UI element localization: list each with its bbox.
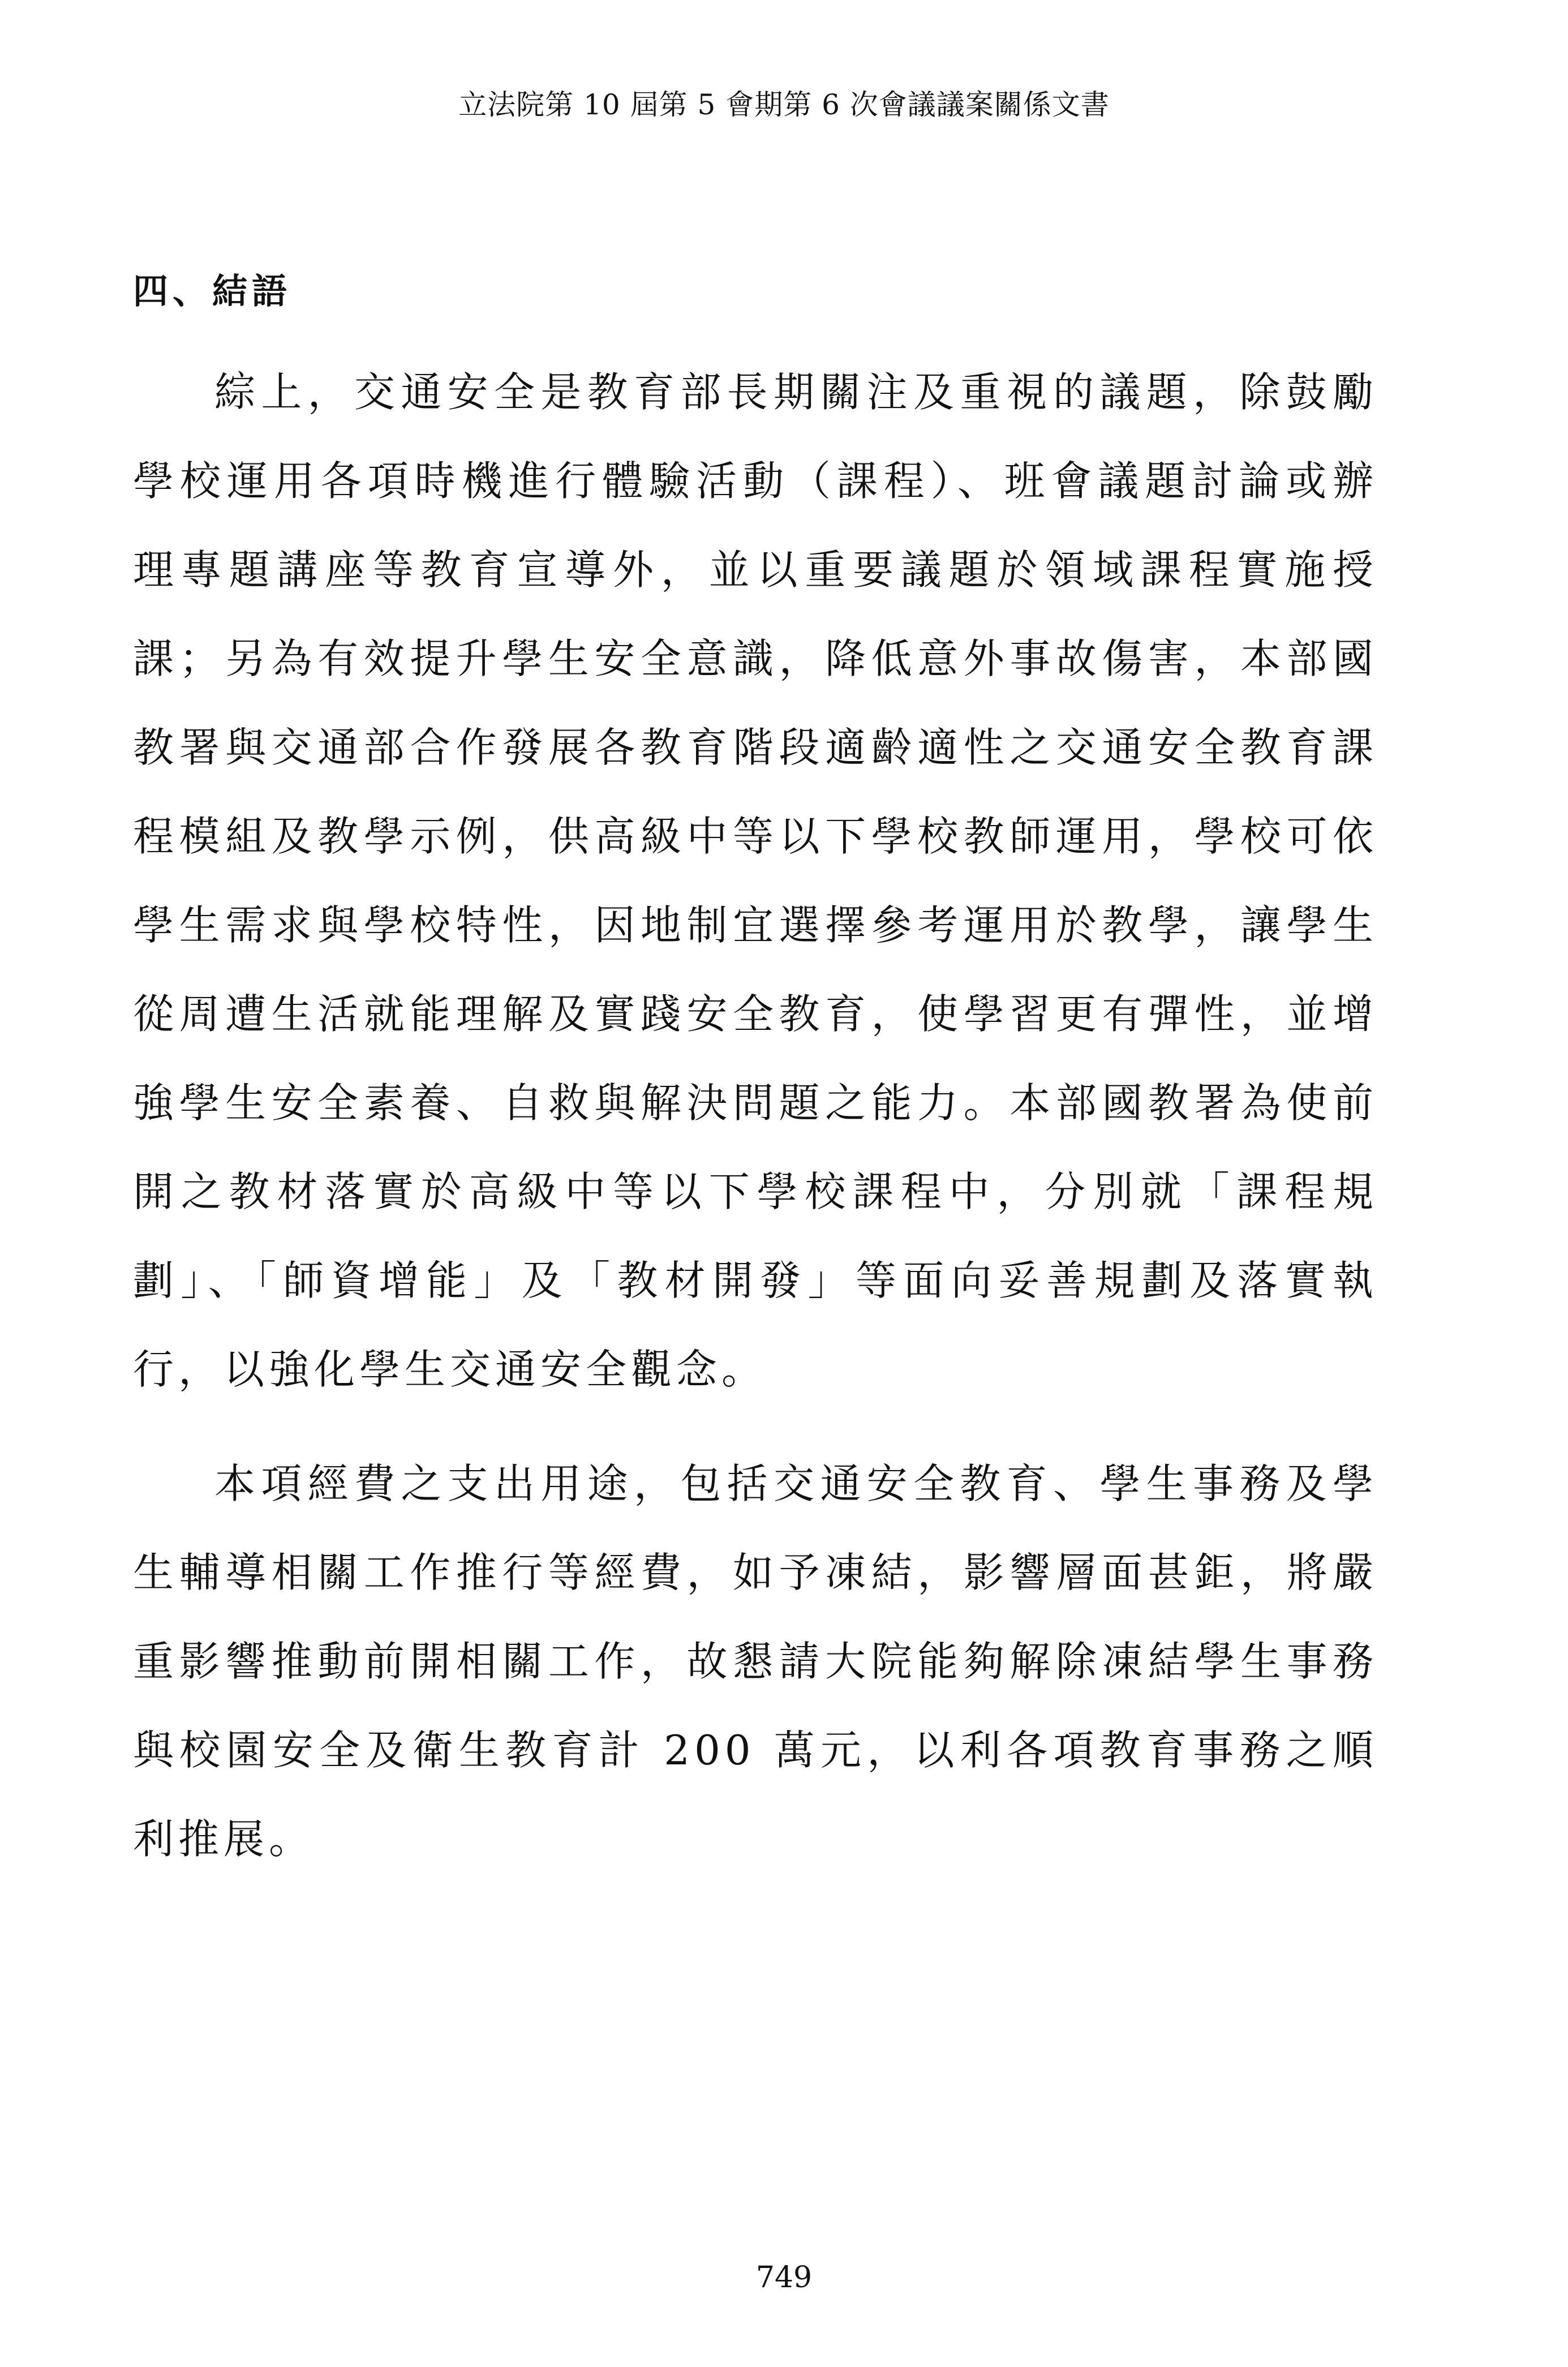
page-number: 749 xyxy=(755,2261,813,2295)
paragraph-budget: 本項經費之支出用途，包括交通安全教育、學生事務及學生輔導相關工作推行等經費，如予凍結，影響層面甚鉅，將嚴重影響推動前開相關工作，故懇請大院能夠解除凍結學生事務與校園安全及衛生教育計 200 萬元，以利各項教育事務之順利推展。 xyxy=(133,1460,1378,1863)
paragraph-conclusion: 綜上，交通安全是教育部長期關注及重視的議題，除鼓勵學校運用各項時機進行體驗活動（課程）、班會議題討論或辦理專題講座等教育宣導外，並以重要議題於領域課程實施授課；另為有效提升學生安全意識，降低意外事故傷害，本部國教署與交通部合作發展各教育階段適齡適性之交通安全教育課程模組及教學示例，供高級中等以下學校教師運用，學校可依學生需求與學校特性，因地制宜選擇參考運用於教學，讓學生從周遭生活就能理解及實踐安全教育，使學習更有彈性，並增強學生安全素養、自救與解決問題之能力。本部國教署為使前開之教材落實於高級中等以下學校課程中，分別就「課程規劃」、「師資增能」及「教材開發」等面向妥善規劃及落實執行，以強化學生交通安全觀念。 xyxy=(133,368,1378,1393)
body-text xyxy=(133,348,1378,1909)
document-header: 立法院第 10 屆第 5 會期第 6 次會議議案關係文書 xyxy=(458,88,1110,121)
section-heading: 四、結語 xyxy=(133,270,292,312)
